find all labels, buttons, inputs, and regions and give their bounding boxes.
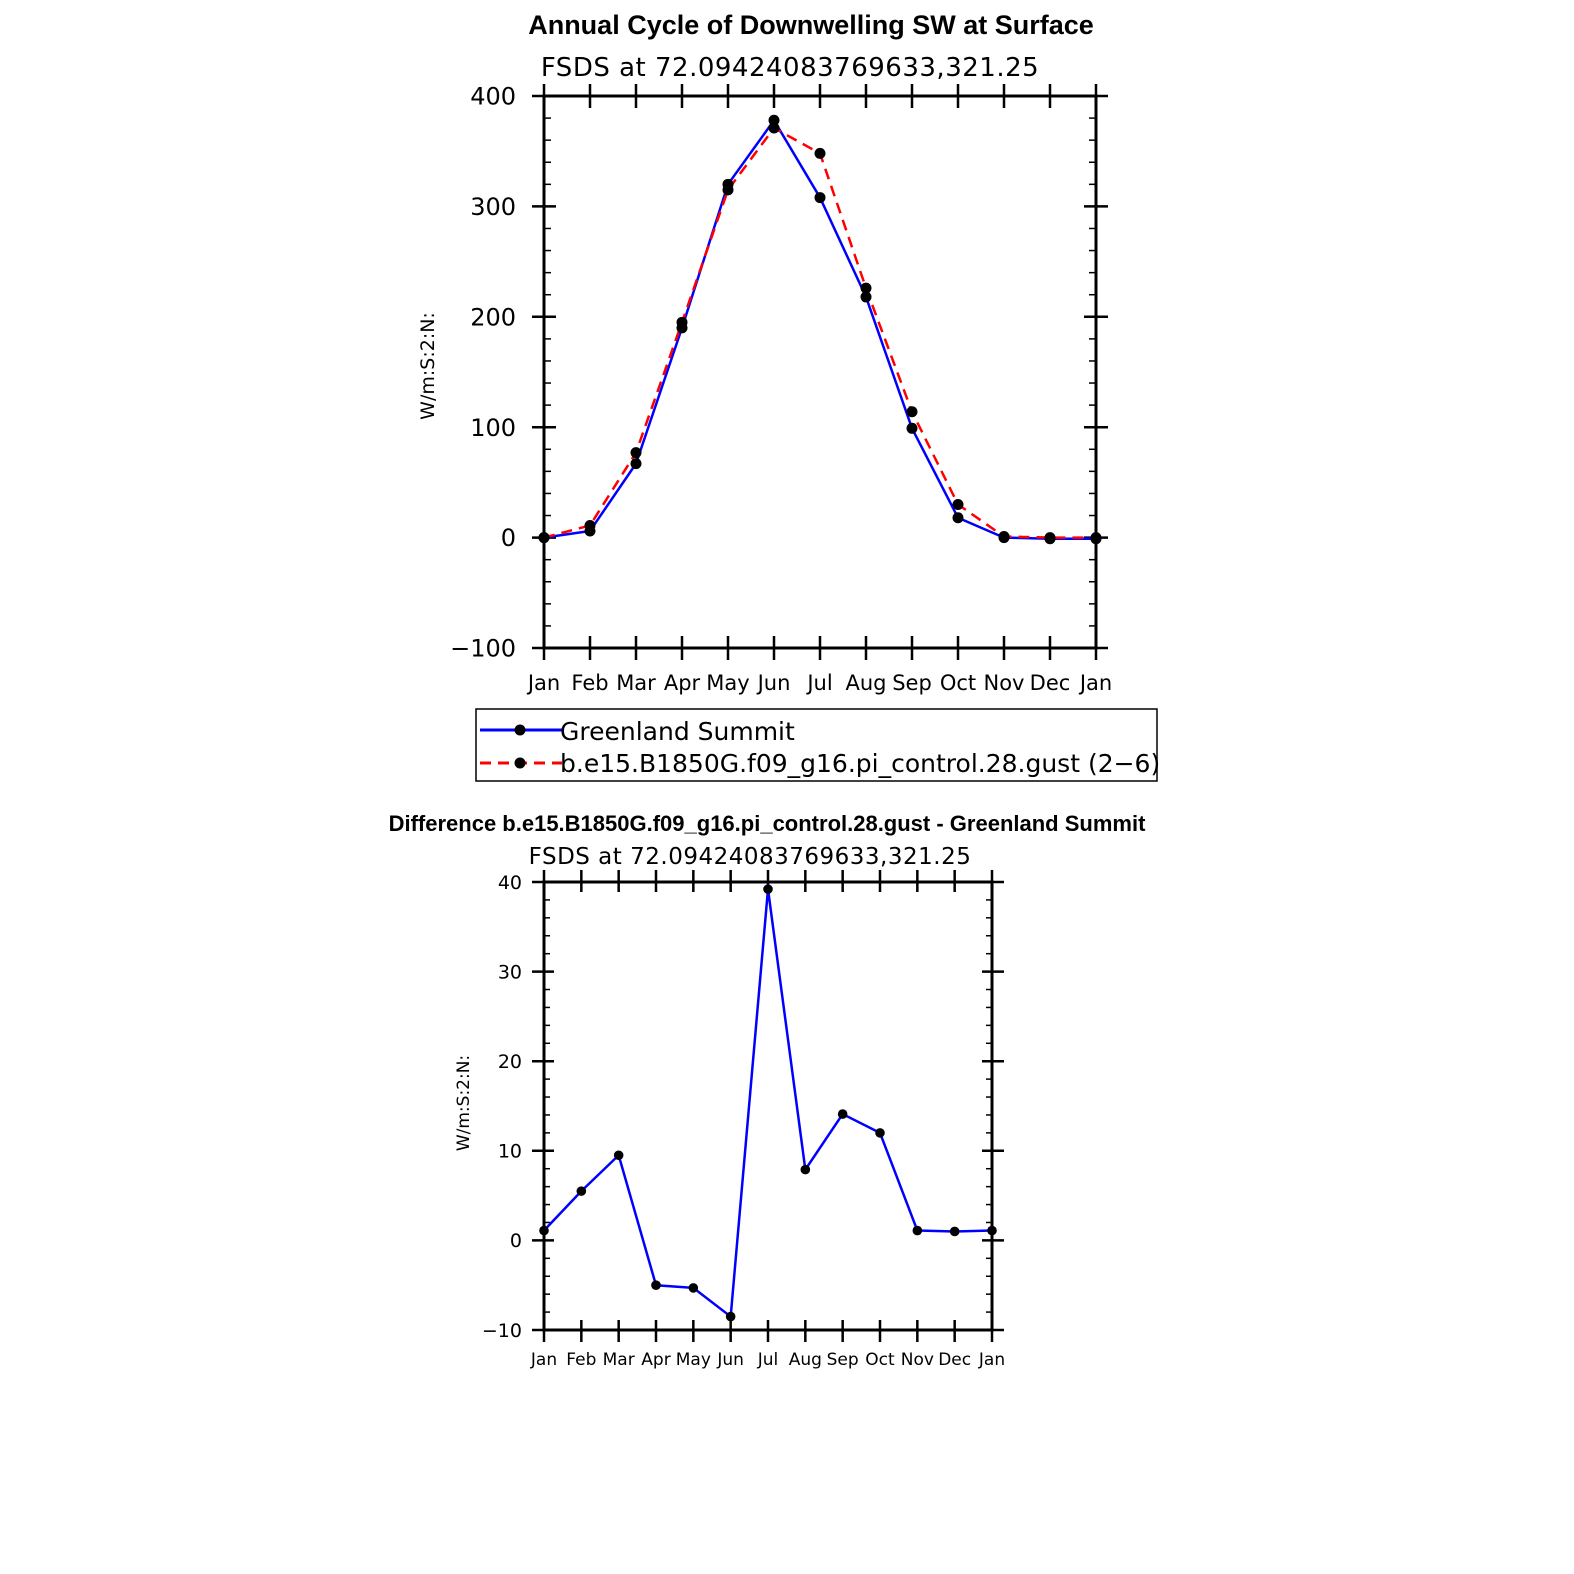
- chart2-series-0-point: [614, 1150, 624, 1160]
- chart2-ytick-label: 10: [497, 1140, 522, 1163]
- chart1-xtick-label: Aug: [845, 671, 887, 695]
- chart1-ytick-label: 100: [470, 413, 516, 442]
- chart1-xtick-label: Dec: [1029, 671, 1071, 695]
- chart1-ytick-label: −100: [450, 634, 516, 663]
- chart1-xtick-label: Apr: [663, 671, 701, 695]
- legend-label-model: b.e15.B1850G.f09_g16.pi_control.28.gust (2−6): [560, 749, 1161, 778]
- chart1-ytick-label: 400: [470, 82, 516, 111]
- chart1-series-1-point: [677, 317, 688, 328]
- chart2-series-0-line: [544, 889, 992, 1316]
- chart2-series-0-point: [763, 884, 773, 894]
- chart1-plot: [450, 83, 1112, 695]
- chart1-series-1-point: [585, 520, 596, 531]
- chart1-series-1-point: [907, 406, 918, 417]
- chart2-series-0-point: [950, 1227, 960, 1237]
- chart2-series-0-point: [987, 1226, 997, 1236]
- chart2-ytick-label: 40: [497, 871, 522, 894]
- chart2-xtick-label: Aug: [788, 1350, 822, 1370]
- chart1-series-1-point: [861, 283, 872, 294]
- chart2-xtick-label: Jan: [530, 1350, 558, 1370]
- chart1-series-0-line: [544, 120, 1096, 538]
- chart1-xtick-label: May: [706, 671, 750, 695]
- legend-marker-greenland: [515, 725, 526, 736]
- chart1-series-1-point: [815, 148, 826, 159]
- chart1-series-1-point: [1091, 532, 1102, 543]
- chart2-series-0-point: [539, 1226, 549, 1236]
- chart2-ylabel: W/m:S:2:N:: [454, 1054, 474, 1152]
- chart2-series-0-point: [726, 1312, 736, 1322]
- chart1-xtick-label: Feb: [571, 671, 609, 695]
- chart1-series-1-point: [631, 447, 642, 458]
- chart1-series-1-point: [999, 531, 1010, 542]
- chart2-xtick-label: Mar: [602, 1350, 635, 1370]
- chart1-xtick-label: Jun: [757, 671, 791, 695]
- chart2-subtitle: FSDS at 72.09424083769633,321.25: [528, 844, 972, 870]
- chart2-series-0-point: [651, 1280, 661, 1290]
- chart2-ytick-label: 30: [497, 961, 522, 984]
- chart1-series-1-point: [953, 499, 964, 510]
- chart2-xtick-label: May: [675, 1350, 711, 1370]
- chart2-series-0-point: [913, 1226, 923, 1236]
- chart1-xtick-label: Mar: [616, 671, 656, 695]
- chart2-xtick-label: Nov: [900, 1350, 934, 1370]
- chart1-xtick-label: Oct: [939, 671, 977, 695]
- chart1-subtitle: FSDS at 72.09424083769633,321.25: [540, 53, 1040, 83]
- chart1-series-1-point: [723, 184, 734, 195]
- chart1-series-1-point: [769, 123, 780, 134]
- legend-marker-model: [515, 758, 526, 769]
- chart1-series-1-point: [539, 532, 550, 543]
- chart1-xtick-label: Jan: [1079, 671, 1113, 695]
- chart2-xtick-label: Jan: [978, 1350, 1006, 1370]
- chart2-ytick-label: 20: [497, 1051, 522, 1074]
- chart1-title: Annual Cycle of Downwelling SW at Surface: [528, 10, 1094, 40]
- chart1-frame: [544, 96, 1096, 648]
- chart1-series-0-point: [631, 458, 642, 469]
- chart2-series-0-point: [875, 1128, 885, 1138]
- chart2-plot: [482, 870, 1005, 1370]
- chart1-ytick-label: 300: [470, 193, 516, 222]
- chart2-title: Difference b.e15.B1850G.f09_g16.pi_control.28.gust - Greenland Summit: [388, 811, 1146, 836]
- chart2-frame: [544, 882, 992, 1330]
- chart1-legend: [476, 709, 1160, 781]
- chart1-series-0-point: [815, 192, 826, 203]
- chart2-xtick-label: Sep: [826, 1350, 859, 1370]
- chart1-ytick-label: 200: [470, 303, 516, 332]
- chart1-xtick-label: Jan: [527, 671, 561, 695]
- chart1-xtick-label: Nov: [983, 671, 1025, 695]
- chart2-ytick-label: 0: [509, 1230, 522, 1253]
- chart2-xtick-label: Dec: [938, 1350, 972, 1370]
- chart1-xtick-label: Sep: [892, 671, 932, 695]
- chart2-series-0-point: [801, 1165, 811, 1175]
- legend-label-greenland: Greenland Summit: [560, 717, 795, 746]
- chart2-ytick-label: −10: [481, 1319, 522, 1342]
- chart1-ylabel: W/m:S:2:N:: [417, 312, 439, 420]
- chart1-xtick-label: Jul: [807, 671, 833, 695]
- chart1-ytick-label: 0: [500, 524, 516, 553]
- chart1-series-1-point: [1045, 532, 1056, 543]
- chart2-xtick-label: Feb: [566, 1350, 597, 1370]
- chart1-series-0-point: [953, 512, 964, 523]
- chart1-series-0-point: [907, 423, 918, 434]
- chart2-xtick-label: Jun: [717, 1350, 744, 1370]
- chart2-series-0-point: [838, 1109, 848, 1119]
- chart2-series-0-point: [689, 1283, 699, 1293]
- chart2-xtick-label: Jul: [757, 1350, 779, 1370]
- chart2-xtick-label: Oct: [865, 1350, 895, 1370]
- chart2-xtick-label: Apr: [641, 1350, 671, 1370]
- chart2-series-0-point: [577, 1186, 587, 1196]
